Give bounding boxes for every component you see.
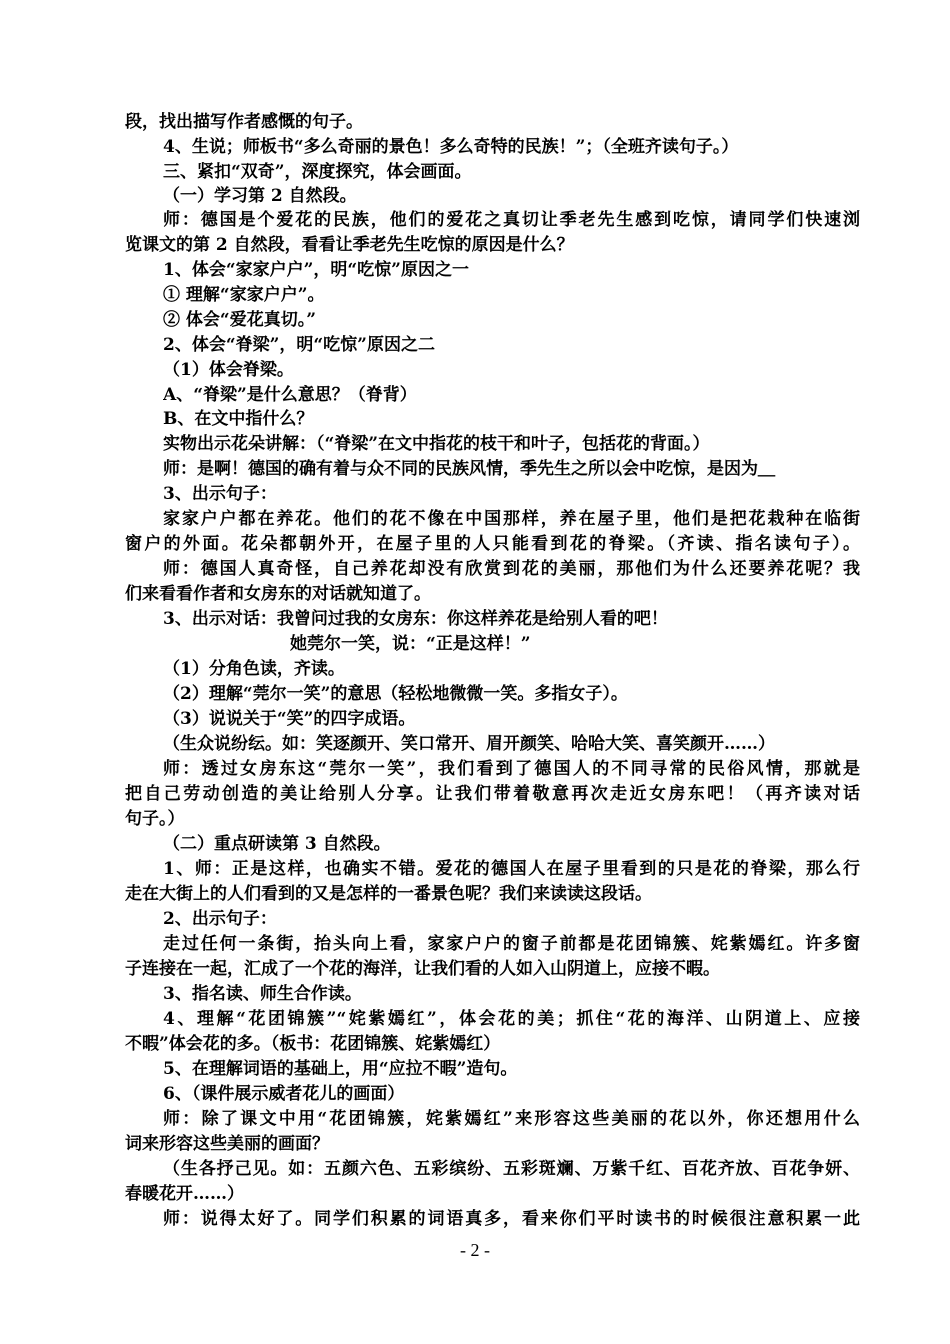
text-line: B、在文中指什么？ bbox=[163, 409, 314, 429]
text-line: 师：德国是个爱花的民族，他们的爱花之真切让季老先生感到吃惊，请同学们快速浏 bbox=[163, 210, 860, 230]
text-line: 窗户的外面。花朵都朝外开，在屋子里的人只能看到花的脊梁。（齐读、指名读句子）。 bbox=[125, 534, 860, 554]
text-line: 2、出示句子： bbox=[163, 909, 277, 929]
text-line: A、“脊梁”是什么意思？（脊背） bbox=[163, 385, 417, 405]
text-line: 4、理解“花团锦簇”“姹紫嫣红”，体会花的美；抓住“花的海洋、山阴道上、应接 bbox=[163, 1009, 860, 1029]
text-line: 览课文的第 2 自然段，看看让季老先生吃惊的原因是什么？ bbox=[125, 235, 574, 255]
text-line: （1）体会脊梁。 bbox=[163, 360, 294, 380]
text-line: 1、师：正是这样，也确实不错。爱花的德国人在屋子里看到的只是花的脊梁，那么行 bbox=[163, 859, 860, 879]
text-line: 师：透过女房东这“莞尔一笑”，我们看到了德国人的不同寻常的民俗风情，那就是 bbox=[163, 759, 860, 779]
text-line: 春暖花开……） bbox=[125, 1184, 244, 1204]
text-line: 2、体会“脊梁”，明“吃惊”原因之二 bbox=[163, 335, 435, 355]
text-line: 走在大街上的人们看到的又是怎样的一番景色呢？我们来读读这段话。 bbox=[125, 884, 652, 904]
text-line: 6、（课件展示威者花儿的画面） bbox=[163, 1084, 405, 1104]
text-line: 段，找出描写作者感慨的句子。 bbox=[125, 112, 363, 132]
text-line: 5、在理解词语的基础上，用“应拉不暇”造句。 bbox=[163, 1059, 518, 1079]
text-line: （二）重点研读第 3 自然段。 bbox=[163, 834, 391, 854]
text-line: （3）说说关于“笑”的四字成语。 bbox=[163, 709, 416, 729]
text-line: 3、出示句子： bbox=[163, 484, 277, 504]
page-number: - 2 - bbox=[460, 1240, 490, 1260]
text-line: 3、出示对话：我曾问过我的女房东：你这样养花是给别人看的吧！ bbox=[163, 609, 668, 629]
text-line: ② 体会“爱花真切。” bbox=[163, 310, 316, 330]
text-line: 师：除了课文中用“花团锦簇，姹紫嫣红”来形容这些美丽的花以外，你还想用什么 bbox=[163, 1109, 860, 1129]
text-line: ① 理解“家家户户”。 bbox=[163, 285, 325, 305]
text-line: 句子。） bbox=[125, 809, 185, 829]
text-line: 子连接在一起，汇成了一个花的海洋，让我们看的人如入山阴道上，应接不暇。 bbox=[125, 959, 720, 979]
text-line: 3、指名读、师生合作读。 bbox=[163, 984, 362, 1004]
text-line: 家家户户都在养花。他们的花不像在中国那样，养在屋子里，他们是把花栽种在临街 bbox=[163, 509, 860, 529]
text-line: 三、紧扣“双奇”，深度探究，体会画面。 bbox=[163, 162, 472, 182]
text-line: 们来看看作者和女房东的对话就知道了。 bbox=[125, 584, 431, 604]
text-line: （生各抒己见。如：五颜六色、五彩缤纷、五彩斑斓、万紫千红、百花齐放、百花争妍、 bbox=[163, 1159, 860, 1179]
text-line: 师：说得太好了。同学们积累的词语真多，看来你们平时读书的时候很注意积累一此 bbox=[163, 1209, 860, 1229]
text-line: 把自己劳动创造的美让给别人分享。让我们带着敬意再次走近女房东吧！（再齐读对话 bbox=[125, 784, 860, 804]
text-line: （生众说纷纭。如：笑逐颜开、笑口常开、眉开颜笑、哈哈大笑、喜笑颜开……） bbox=[163, 734, 775, 754]
text-line: 词来形容这些美丽的画面？ bbox=[125, 1134, 329, 1154]
text-line: 不暇”体会花的多。（板书：花团锦簇、姹紫嫣红） bbox=[125, 1034, 501, 1054]
text-line: 师：是啊！德国的确有着与众不同的民族风情，季先生之所以会中吃惊，是因为＿ bbox=[163, 459, 775, 479]
text-line: 1、体会“家家户户”，明“吃惊”原因之一 bbox=[163, 260, 469, 280]
text-line: （2）理解“莞尔一笑”的意思（轻松地微微一笑。多指女子）。 bbox=[163, 684, 628, 704]
text-line: 实物出示花朵讲解：（“脊梁”在文中指花的枝干和叶子，包括花的背面。） bbox=[163, 434, 710, 454]
text-line: 师：德国人真奇怪，自己养花却没有欣赏到花的美丽，那他们为什么还要养花呢？我 bbox=[163, 559, 860, 579]
text-line: （一）学习第 2 自然段。 bbox=[163, 186, 357, 206]
text-line: （1）分角色读，齐读。 bbox=[163, 659, 345, 679]
text-line: 4、生说；师板书“多么奇丽的景色！多么奇特的民族！”；（全班齐读句子。） bbox=[163, 137, 739, 157]
text-line: 走过任何一条街，抬头向上看，家家户户的窗子前都是花团锦簇、姹紫嫣红。许多窗 bbox=[163, 934, 860, 954]
text-line: 她莞尔一笑，说：“正是这样！” bbox=[290, 634, 531, 654]
